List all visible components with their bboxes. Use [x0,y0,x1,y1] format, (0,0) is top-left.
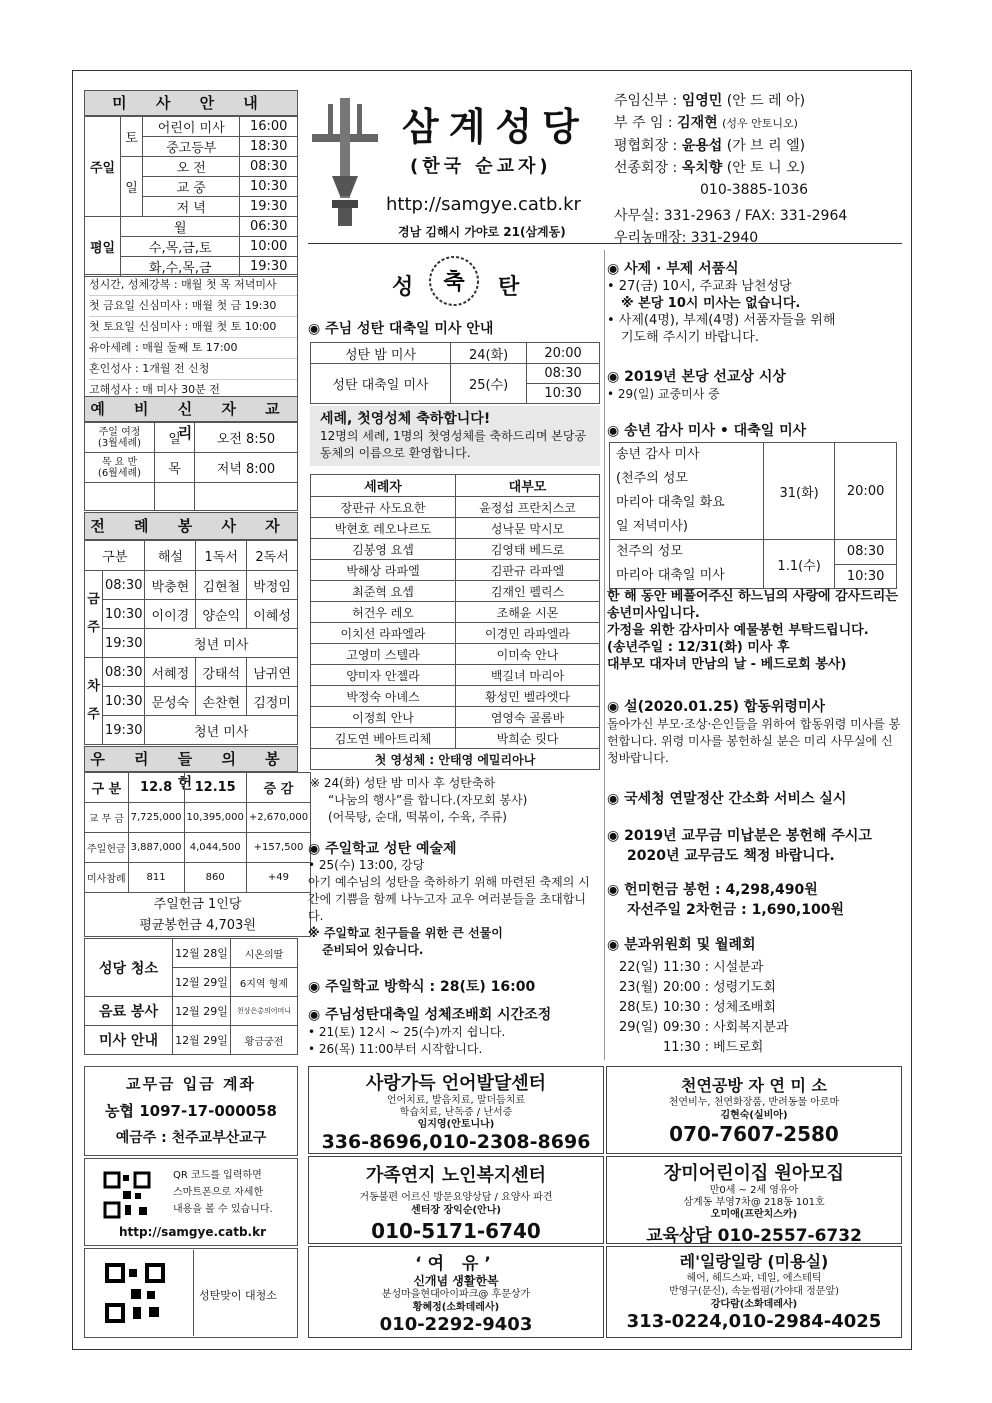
duty-label: 성당 청소 [85,939,173,997]
duty-group: 시온의딸 [231,939,298,968]
ad-hanbok [308,1246,604,1338]
line: 2020년 교무금도 책정 바랍니다. [627,848,835,864]
ad-elder-care [308,1156,604,1244]
vacation-title: ◉ 주일학교 방학식 : 28(토) 16:00 [308,979,536,995]
mass-name: 중고등부 [143,137,240,157]
ad-line: 반영구(문신), 속눈썹펌(가야대 정문앞) [668,1286,840,1297]
godparent: 이경민 라파엘라 [456,623,600,644]
yearend-time: 10:30 [835,564,897,589]
ad-line: 임지영(안토니나) [417,1119,495,1130]
ad-title: 천연공방 자 연 미 소 [681,1076,827,1095]
nativity-char-2: 탄 [498,275,520,300]
ordination-body [607,278,901,346]
tax-title: ◉ 국세청 연말정산 간소화 서비스 실시 [607,791,847,807]
qr-url[interactable]: http://samgye.catb.kr [119,1225,267,1239]
mass-date: 24(화) [451,343,527,364]
line: 가정을 위한 감사미사 예물봉헌 부탁드립니다. [607,623,869,638]
col-header: 세례자 [311,475,456,497]
mass-name: 저 녁 [143,197,240,217]
godparent: 김판규 라파엘 [456,560,600,581]
amount: 4,044,500 [184,833,246,863]
mass-date: 25(수) [451,364,527,404]
duty-group: 황금궁전 [231,1026,298,1055]
lunar-body: 돌아가신 부모·조상·은인들을 위하여 합동위령 미사를 봉헌합니다. 위령 미사를 봉헌하실 분은 미리 사무실에 신청바랍니다. [607,717,901,765]
baptized: 최준혁 요셉 [311,581,456,602]
baptized: 이정희 안나 [311,707,456,728]
staff-row: 선종회장 : 옥치향 (안 토 니 오) [614,160,806,176]
col-header: 해설 [145,541,196,571]
account-box [84,1066,298,1156]
ad-phone: 313-0224,010-2984-4025 [626,1311,882,1332]
class-time: 오전 8:50 [195,423,298,453]
baptism-row [311,623,600,644]
duty-date: 12월 29일 [173,968,231,997]
line: 한 해 동안 베풀어주신 하느님의 사랑에 감사드리는 송년미사입니다. [607,589,898,621]
ad-natural-studio [606,1066,902,1154]
mass-name: 월 [121,217,240,237]
amount: 7,725,000 [128,803,184,833]
meeting-row: 29(일) 09:30 : 사회복지분과 [619,1020,789,1035]
ad-phone: 교육상담 010-2557-6732 [646,1226,862,1246]
staff-row: 평협회장 : 윤용섭 (가 브 리 엘) [614,138,806,154]
church-subtitle: (한국 순교자) [410,156,552,177]
sunday-school-title: ◉ 주일학교 성탄 예술제 [308,841,457,857]
server: 김현철 [196,571,247,600]
server: 양순익 [196,600,247,629]
class-name: 주일 여정 (3월세례) [85,423,155,453]
yearend-mass-name: 천주의 성모 마리아 대축일 미사 [610,540,764,589]
col-header: 증 감 [246,773,310,803]
yearend-time: 08:30 [835,540,897,565]
sat-label: 토 [121,117,143,157]
duty-label: 미사 안내 [85,1026,173,1055]
adoration-body [308,1024,600,1058]
line: • 27(금) 10시, 주교좌 남천성당 [607,279,792,294]
meetings-title: ◉ 분과위원회 및 월례회 [607,937,756,953]
godparent: 조해윤 시몬 [456,602,600,623]
baptism-row [311,560,600,581]
account-holder: 예금주 : 천주교부산교구 [115,1130,267,1146]
baptized: 고영미 스텔라 [311,644,456,665]
event-note [310,775,600,826]
baptism-table [310,474,600,770]
ad-line: 분성마을현대아이파크@ 후문상가 [381,1289,531,1300]
baptized: 김도연 베아트리체 [311,728,456,749]
mass-name: 화,수,목,금 [121,257,240,277]
ad-daycare [606,1156,902,1244]
mass-time: 19:30 [240,257,298,277]
note: 첫 금요일 신심미사 : 매월 첫 금 19:30 [89,296,297,317]
baptism-row [311,581,600,602]
godparent: 성낙문 막시모 [456,518,600,539]
mass-name: 교 중 [143,177,240,197]
time: 08:30 [103,658,145,687]
qr-code-2-icon[interactable] [105,1263,165,1323]
farm-store-phone: 우리농매장: 331-2940 [614,230,759,246]
qr-box [84,1158,298,1246]
nativity-char-1: 성 [392,275,414,300]
ad-line: 황혜정(소화데레사) [412,1302,500,1313]
staff-row: 부 주 임 : 김재현 (성우 안토니오) [614,115,798,131]
note: 첫 토요일 신심미사 : 매월 첫 토 10:00 [89,317,297,338]
baptism-row [311,707,600,728]
line: 자선주일 2차헌금 : 1,690,100원 [627,902,844,918]
account-title: 교무금 입금 계좌 [126,1075,256,1093]
mass-time: 16:00 [240,117,298,137]
yearend-title: ◉ 송년 감사 미사 • 대축일 미사 [607,423,807,439]
ordination-title: ◉ 사제 · 부제 서품식 [607,261,739,277]
col-header: 1독서 [196,541,247,571]
amount: 3,887,000 [128,833,184,863]
mission-award-title: ◉ 2019년 본당 선교상 시상 [607,369,786,385]
line: 준비되어 있습니다. [322,943,424,957]
baptized: 김봉영 요셉 [311,539,456,560]
ad-title: 사랑가득 언어발달센터 [365,1073,547,1094]
line: • 사제(4명), 부제(4명) 서품자들을 위해 [607,313,836,328]
offering-table [84,772,311,937]
class-day: 일 [155,423,195,453]
note-line: “나눔의 행사”를 합니다.(자모회 봉사) [328,793,528,807]
mass-time: 08:30 [527,364,600,384]
yearend-date: 1.1(수) [764,540,835,589]
server: 강태석 [196,658,247,687]
duty-group: 6지역 형제 [231,968,298,997]
qr-code-icon[interactable] [103,1171,151,1219]
godparent: 황성민 벨라엣다 [456,686,600,707]
svg-text:축: 축 [443,270,465,295]
mass-time: 18:30 [240,137,298,157]
amount: 10,395,000 [184,803,246,833]
mass-name: 성탄 밤 미사 [311,343,451,364]
ad-line: 신개념 생활한복 [413,1274,499,1288]
godparent: 김영태 베드로 [456,539,600,560]
row-label: 미사참례 [85,863,129,893]
qr2-label: 성탄맞이 대청소 [199,1289,277,1302]
first-communion: 첫 영성체 : 안태영 에밀리아나 [311,749,600,770]
avg-offering: 주일헌금 1인당 평균봉헌금 4,703원 [85,893,311,937]
staff-phone: 010-3885-1036 [700,182,809,198]
ad-language-center [308,1066,604,1154]
mass-time: 08:30 [240,157,298,177]
qr-text: QR 코드를 입력하면 스마트폰으로 자세한 내용을 볼 수 있습니다. [173,1170,273,1215]
adoration-title: ◉ 주님성탄대축일 성체조배회 시간조정 [308,1007,552,1023]
yearend-time: 20:00 [835,443,897,540]
col-header: 구 분 [85,773,129,803]
server: 이이경 [145,600,196,629]
col-header: 구분 [85,541,145,571]
baptism-row [311,497,600,518]
server: 박충현 [145,571,196,600]
amount: 860 [184,863,246,893]
account-number: 농협 1097-17-000058 [105,1102,277,1120]
note: 고해성사 : 매 미사 30분 전 [89,383,220,396]
mass-name: 성탄 대축일 미사 [311,364,451,404]
staff-row: 주임신부 : 임영민 (안 드 레 아) [614,93,806,109]
ad-phone: 010-2292-9403 [379,1314,533,1335]
qr2-box [84,1248,298,1338]
duty-date: 12월 28일 [173,939,231,968]
amount: 811 [128,863,184,893]
amount: +2,670,000 [246,803,310,833]
office-phone: 사무실: 331-2963 / FAX: 331-2964 [614,208,848,224]
line: 아기 예수님의 성탄을 축하하기 위해 마련된 축제의 시간에 기쁨을 함께 나누고자 교우 여러분들을 초대합니다. [308,875,590,923]
line: ◉ 2019년 교무금 미납분은 봉헌해 주시고 [607,828,872,844]
mass-time: 20:00 [527,343,600,364]
ad-line: 헤어, 헤드스파, 네일, 에스테틱 [686,1273,822,1284]
ad-line: 김현숙(실비아) [720,1110,788,1121]
mass-time: 19:30 [240,197,298,217]
catechumen-title: 예 비 신 자 교 리 [84,396,298,422]
ad-line: 학습치료, 난독증 / 난서증 [399,1107,513,1118]
baptism-row [311,518,600,539]
yearend-body [607,588,901,673]
baptism-row [311,644,600,665]
time: 10:30 [103,687,145,716]
youth-mass: 청년 미사 [145,629,298,658]
server: 손찬현 [196,687,247,716]
ad-title: ‘여 유’ [415,1254,497,1274]
server: 박정임 [247,571,298,600]
baptism-row [311,665,600,686]
mission-award-body: • 29(일) 교중미사 중 [607,387,720,401]
mass-time: 06:30 [240,217,298,237]
godparent: 윤정섭 프란치스코 [456,497,600,518]
baptism-row [311,539,600,560]
line: ◉ 헌미헌금 봉헌 : 4,298,490원 [607,882,818,898]
baptism-text: 12명의 세례, 1명의 첫영성체를 축하드리며 본당공동체의 이름으로 환영합니다. [320,429,587,460]
server: 문성숙 [145,687,196,716]
christmas-mass-title: ◉ 주님 성탄 대축일 미사 안내 [308,321,494,337]
ad-line: 오미애(프란치스카) [710,1209,798,1220]
lunar-title: ◉ 설(2020.01.25) 합동위령미사 [607,699,825,715]
sun-label: 일 [121,157,143,217]
mass-name: 어린이 미사 [143,117,240,137]
class-time: 저녁 8:00 [195,453,298,483]
weekday-label: 평일 [85,217,121,277]
note: 혼인성사 : 1개월 전 신청 [89,359,297,380]
row-label: 교 무 금 [85,803,129,833]
note-line: (어묵탕, 순대, 떡볶이, 수육, 주류) [328,810,507,824]
ad-salon [606,1246,902,1338]
line: ※ 주일학교 친구들을 위한 큰 선물이 [308,926,503,940]
note-line: ※ 24(화) 성탄 밤 미사 후 성탄축하 [310,776,496,790]
nativity-seal-icon [428,255,480,307]
baptism-row [311,602,600,623]
mass-name: 오 전 [143,157,240,177]
meeting-row: 22(일) 11:30 : 시설분과 [619,960,764,975]
church-address: 경남 김해시 가야로 21(삼계동) [398,225,566,239]
baptized: 박정숙 아녜스 [311,686,456,707]
yearend-table [609,442,897,589]
line: ※ 본당 10시 미사는 없습니다. [621,296,801,311]
christmas-mass-table [310,342,600,404]
baptized: 박해상 라파엘 [311,560,456,581]
godparent: 백길녀 마리아 [456,665,600,686]
catechumen-table [84,422,298,511]
mass-notes [84,274,298,401]
ad-line: 만0세 ~ 2세 영유아 [709,1185,799,1196]
server: 김정미 [247,687,298,716]
godparent: 박희순 릿다 [456,728,600,749]
class-name: 목 요 반 (6월세례) [85,453,155,483]
server: 남귀연 [247,658,298,687]
line: • 26(목) 11:00부터 시작합니다. [308,1042,483,1056]
liturgy-table [84,540,298,745]
note: 유아세례 : 매월 둘째 토 17:00 [89,338,297,359]
offering-title: 우 리 들 의 봉 헌 [84,746,298,772]
note: 성시간, 성체강복 : 매월 첫 목 저녁미사 [89,275,297,296]
duty-label: 음료 봉사 [85,997,173,1026]
staff-list [614,90,847,249]
godparent: 염영숙 골롬바 [456,707,600,728]
week-label: 금 주 [85,571,103,658]
duty-table [84,938,298,1055]
baptized: 양미자 안젤라 [311,665,456,686]
duty-date: 12월 29일 [173,1026,231,1055]
duty-date: 12월 29일 [173,997,231,1026]
baptized: 장판규 사도요한 [311,497,456,518]
meetings-list [607,958,901,1058]
col-header: 2독서 [247,541,298,571]
mass-time: 10:30 [240,177,298,197]
ad-line: 거동불편 어르신 방문요양상담 / 요양사 파견 [359,1192,553,1203]
godparent: 김재인 펠릭스 [456,581,600,602]
sunday-label: 주일 [85,117,121,217]
donation-title [607,880,901,920]
ad-line: 삼계동 부영7차@ 218동 101호 [683,1197,825,1208]
baptism-box [310,406,600,466]
baptized: 허건우 레오 [311,602,456,623]
masthead-divider [308,243,902,244]
meeting-row: 23(월) 20:00 : 성령기도회 [619,980,776,995]
ad-title: 가족연지 노인복지센터 [365,1165,547,1186]
church-name: 삼계성당 [402,105,589,149]
line: • 25(수) 13:00, 강당 [308,858,425,872]
baptism-row [311,728,600,749]
line: 기도해 주시기 바랍니다. [621,330,759,345]
dues-title [607,826,901,866]
time: 19:30 [103,716,145,745]
ad-line: 언어치료, 발음치료, 말더듬치료 [386,1095,526,1106]
col-header: 대부모 [456,475,600,497]
ad-phone: 010-5171-6740 [371,1219,541,1243]
server: 서혜정 [145,658,196,687]
meeting-row: 28(토) 10:30 : 성체조배회 [619,1000,776,1015]
mass-schedule-table [84,116,298,277]
column-divider [604,250,605,1060]
duty-group: 천상은총의어머니 [231,997,298,1026]
col-header: 12.8 [128,773,184,803]
baptized: 이치선 라파엘라 [311,623,456,644]
church-url[interactable]: http://samgye.catb.kr [386,194,581,215]
amount: +157,500 [246,833,310,863]
ad-line: 센터장 장익순(안나) [411,1205,501,1216]
line: 대부모 대자녀 만남의 날 - 베드로회 봉사) [607,657,847,672]
col-header: 12.15 [184,773,246,803]
mass-schedule-title: 미 사 안 내 [84,90,298,116]
yearend-date: 31(화) [764,443,835,540]
yearend-mass-name: 송년 감사 미사 (천주의 성모 마리아 대축일 화요 일 저녁미사) [610,443,764,540]
server: 이혜성 [247,600,298,629]
church-cross-logo [310,96,380,231]
ad-phone: 070-7607-2580 [669,1122,839,1146]
line: • 21(토) 12시 ~ 25(수)까지 쉽니다. [308,1025,506,1039]
baptized: 박현호 레오나르도 [311,518,456,539]
meeting-row: 11:30 : 베드로회 [663,1040,764,1055]
sunday-school-body [308,857,600,959]
class-day: 목 [155,453,195,483]
baptism-row [311,686,600,707]
ad-title: 레'일랑일랑 (미용실) [679,1252,829,1271]
youth-mass: 청년 미사 [145,716,298,745]
mass-time: 10:00 [240,237,298,257]
godparent: 이미숙 안나 [456,644,600,665]
liturgy-title: 전 례 봉 사 자 [84,512,298,540]
row-label: 주일헌금 [85,833,129,863]
ad-line: 강다람(소화데레사) [710,1299,798,1310]
ad-line: 천연비누, 천연화장품, 반려동물 아로마 [668,1097,840,1108]
amount: +49 [246,863,310,893]
line: (송년주일 : 12/31(화) 미사 후 [607,640,790,655]
time: 19:30 [103,629,145,658]
ad-phone: 336-8696,010-2308-8696 [321,1131,591,1153]
time: 10:30 [103,600,145,629]
mass-time: 10:30 [527,384,600,404]
baptism-title: 세례, 첫영성체 축하합니다! [320,411,491,427]
ad-title: 장미어린이집 원아모집 [663,1163,845,1184]
week-label: 차 주 [85,658,103,745]
time: 08:30 [103,571,145,600]
mass-name: 수,목,금,토 [121,237,240,257]
